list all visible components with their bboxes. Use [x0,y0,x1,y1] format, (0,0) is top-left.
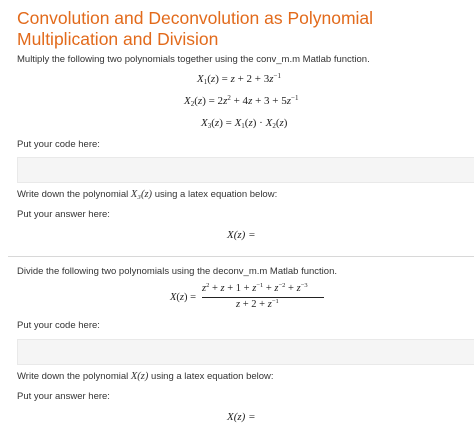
multiply-instruction: Multiply the following two polynomials together using the conv_m.m Matlab function. [17,54,370,65]
answer-prompt-2: Put your answer here: [17,391,110,402]
latex-prompt-1-before: Write down the polynomial [17,189,129,200]
equation-x1: $X_1(z) = z + 2 + 3z^{-1}$ [197,72,281,86]
answer-prompt-1: Put your answer here: [17,209,110,220]
section-divider [8,256,474,257]
divide-instruction: Divide the following two polynomials using the deconv_m.m Matlab function. [17,266,337,277]
equation-x3: $X_3(z) = X_1(z) \cdot X_2(z)$ [201,117,288,130]
latex-prompt-1-symbol: X₃(z) [130,189,153,200]
equation-x2: $X_2(z) = 2z^2 + 4z + 3 + 5z^{-1}$ [184,94,299,108]
latex-prompt-2-before: Write down the polynomial [17,371,129,382]
latex-prompt-2-after: using a latex equation below: [151,371,274,382]
code-input-2[interactable] [17,339,474,365]
latex-prompt-2-symbol: X(z) [130,371,149,382]
answer-equation-1[interactable]: X(z) = [227,229,256,241]
latex-prompt-1 [17,189,277,201]
code-input-1[interactable] [17,157,474,183]
page-title: Convolution and Deconvolution as Polynomial Multiplication and Division [17,8,374,49]
equation-division: X(z) = $z^2 + z + 1 + z^{-1} + z^{-2} + z^{-3}$ $z + 2 + z^{-1}$ [170,283,330,313]
answer-equation-2[interactable]: X(z) = [227,411,256,423]
latex-prompt-1-after: using a latex equation below: [154,189,278,200]
code-prompt-2: Put your code here: [17,320,100,331]
latex-prompt-2 [17,371,274,383]
code-prompt-1: Put your code here: [17,139,100,150]
